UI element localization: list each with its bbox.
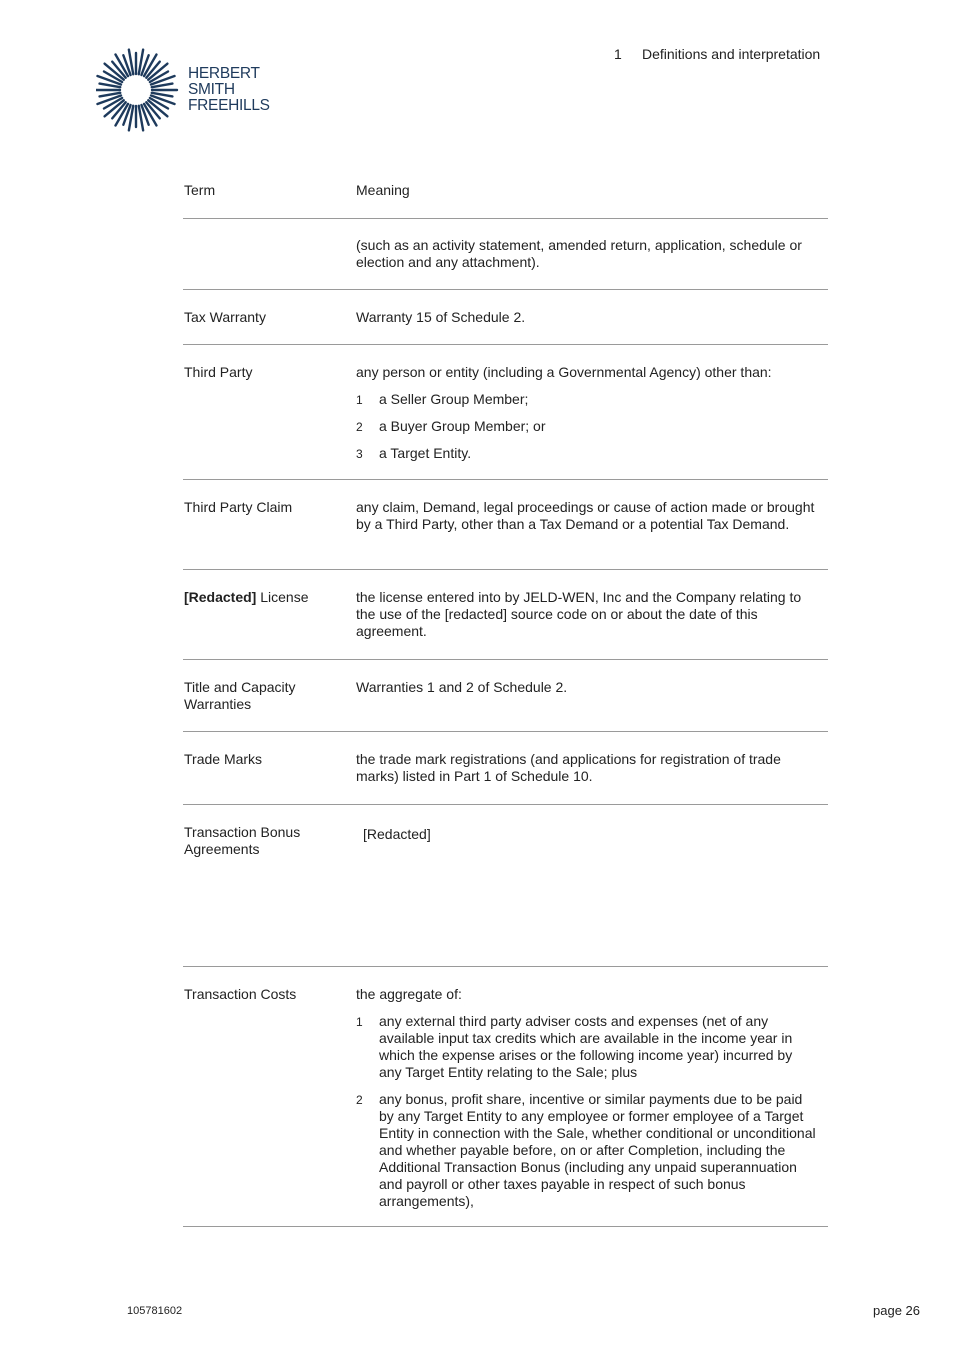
list-text: any external third party adviser costs and expenses (net of any available input tax credits which are available in the income year in which the expense arises or the following income year) incurred by any Target Entity relating to the Sale; plus xyxy=(379,1013,793,1080)
meaning-cell: any claim, Demand, legal proceedings or cause of action made or brought by a Third Party, other than a Tax Demand or a potential Tax Demand. xyxy=(356,499,815,532)
table-row xyxy=(183,660,828,732)
meaning-cell: the trade mark registrations (and applications for registration of trade marks) listed in Part 1 of Schedule 10. xyxy=(356,751,781,784)
definitions-table xyxy=(183,182,828,1227)
term-cell: Third Party Claim xyxy=(184,499,293,515)
term-cell xyxy=(184,589,334,606)
list-text: any bonus, profit share, incentive or similar payments due to be paid by any Target Entity to any employee or former employee of a Target Entity in connection with the Sale, whether conditional or unconditional and whether payable before, on or after Completion, including the Additional Transaction Bonus (including any unpaid superannuation and payroll or other taxes payable in respect of such bonus arrangements), xyxy=(379,1091,816,1209)
table-row xyxy=(183,967,828,1227)
meaning-text: the aggregate of: xyxy=(356,986,462,1002)
section-title: Definitions and interpretation xyxy=(642,46,821,62)
meaning-text: any person or entity (including a Governmental Agency) other than: xyxy=(356,364,772,380)
table-row xyxy=(183,570,828,660)
meaning-cell: (such as an activity statement, amended return, application, schedule or election and any attachment). xyxy=(356,237,802,270)
meaning-cell: Warranty 15 of Schedule 2. xyxy=(356,309,526,325)
logo-line-3: FREEHILLS xyxy=(188,97,270,114)
list-item xyxy=(356,1091,816,1210)
sunburst-logo-icon xyxy=(96,46,180,134)
table-row xyxy=(183,345,828,480)
section-number: 1 xyxy=(614,46,622,62)
list-number: 2 xyxy=(356,420,363,434)
list-item xyxy=(356,391,816,408)
list-number: 2 xyxy=(356,1093,363,1107)
logo-wordmark xyxy=(188,66,270,114)
running-header xyxy=(614,46,820,62)
table-row xyxy=(183,805,828,967)
table-row xyxy=(183,732,828,805)
term-cell: Third Party xyxy=(184,364,253,380)
term-cell: Title and Capacity Warranties xyxy=(184,679,296,712)
list-text: a Buyer Group Member; or xyxy=(379,418,546,434)
meaning-cell: [Redacted] xyxy=(363,826,431,842)
term-bold: [Redacted] xyxy=(184,589,257,605)
meaning-cell: the license entered into by JELD-WEN, Inc and the Company relating to the use of the [redacted] source code on or about the date of this agreement. xyxy=(356,589,802,639)
term-cell: Tax Warranty xyxy=(184,309,266,325)
list-item xyxy=(356,1013,816,1081)
list-item xyxy=(356,445,816,462)
column-header-meaning: Meaning xyxy=(356,182,410,198)
meaning-cell xyxy=(356,364,816,462)
list-number: 1 xyxy=(356,393,363,407)
table-header-row xyxy=(183,182,828,219)
term-cell: Trade Marks xyxy=(184,751,263,767)
list-text: a Seller Group Member; xyxy=(379,391,529,407)
document-id: 105781602 xyxy=(127,1305,183,1317)
term-cell: Transaction Bonus Agreements xyxy=(184,824,301,857)
table-row xyxy=(183,290,828,345)
page-number: page 26 xyxy=(873,1303,920,1318)
table-row xyxy=(183,480,828,570)
meaning-cell xyxy=(356,986,816,1210)
table-row xyxy=(183,219,828,290)
column-header-term: Term xyxy=(184,182,216,198)
logo-line-2: SMITH xyxy=(188,81,235,98)
term-cell: Transaction Costs xyxy=(184,986,297,1002)
firm-logo xyxy=(96,46,276,134)
logo-line-1: HERBERT xyxy=(188,65,260,82)
list-number: 1 xyxy=(356,1015,363,1029)
list-number: 3 xyxy=(356,447,363,461)
meaning-cell: Warranties 1 and 2 of Schedule 2. xyxy=(356,679,568,695)
term-text: License xyxy=(256,589,309,605)
list-text: a Target Entity. xyxy=(379,445,472,461)
list-item xyxy=(356,418,816,435)
